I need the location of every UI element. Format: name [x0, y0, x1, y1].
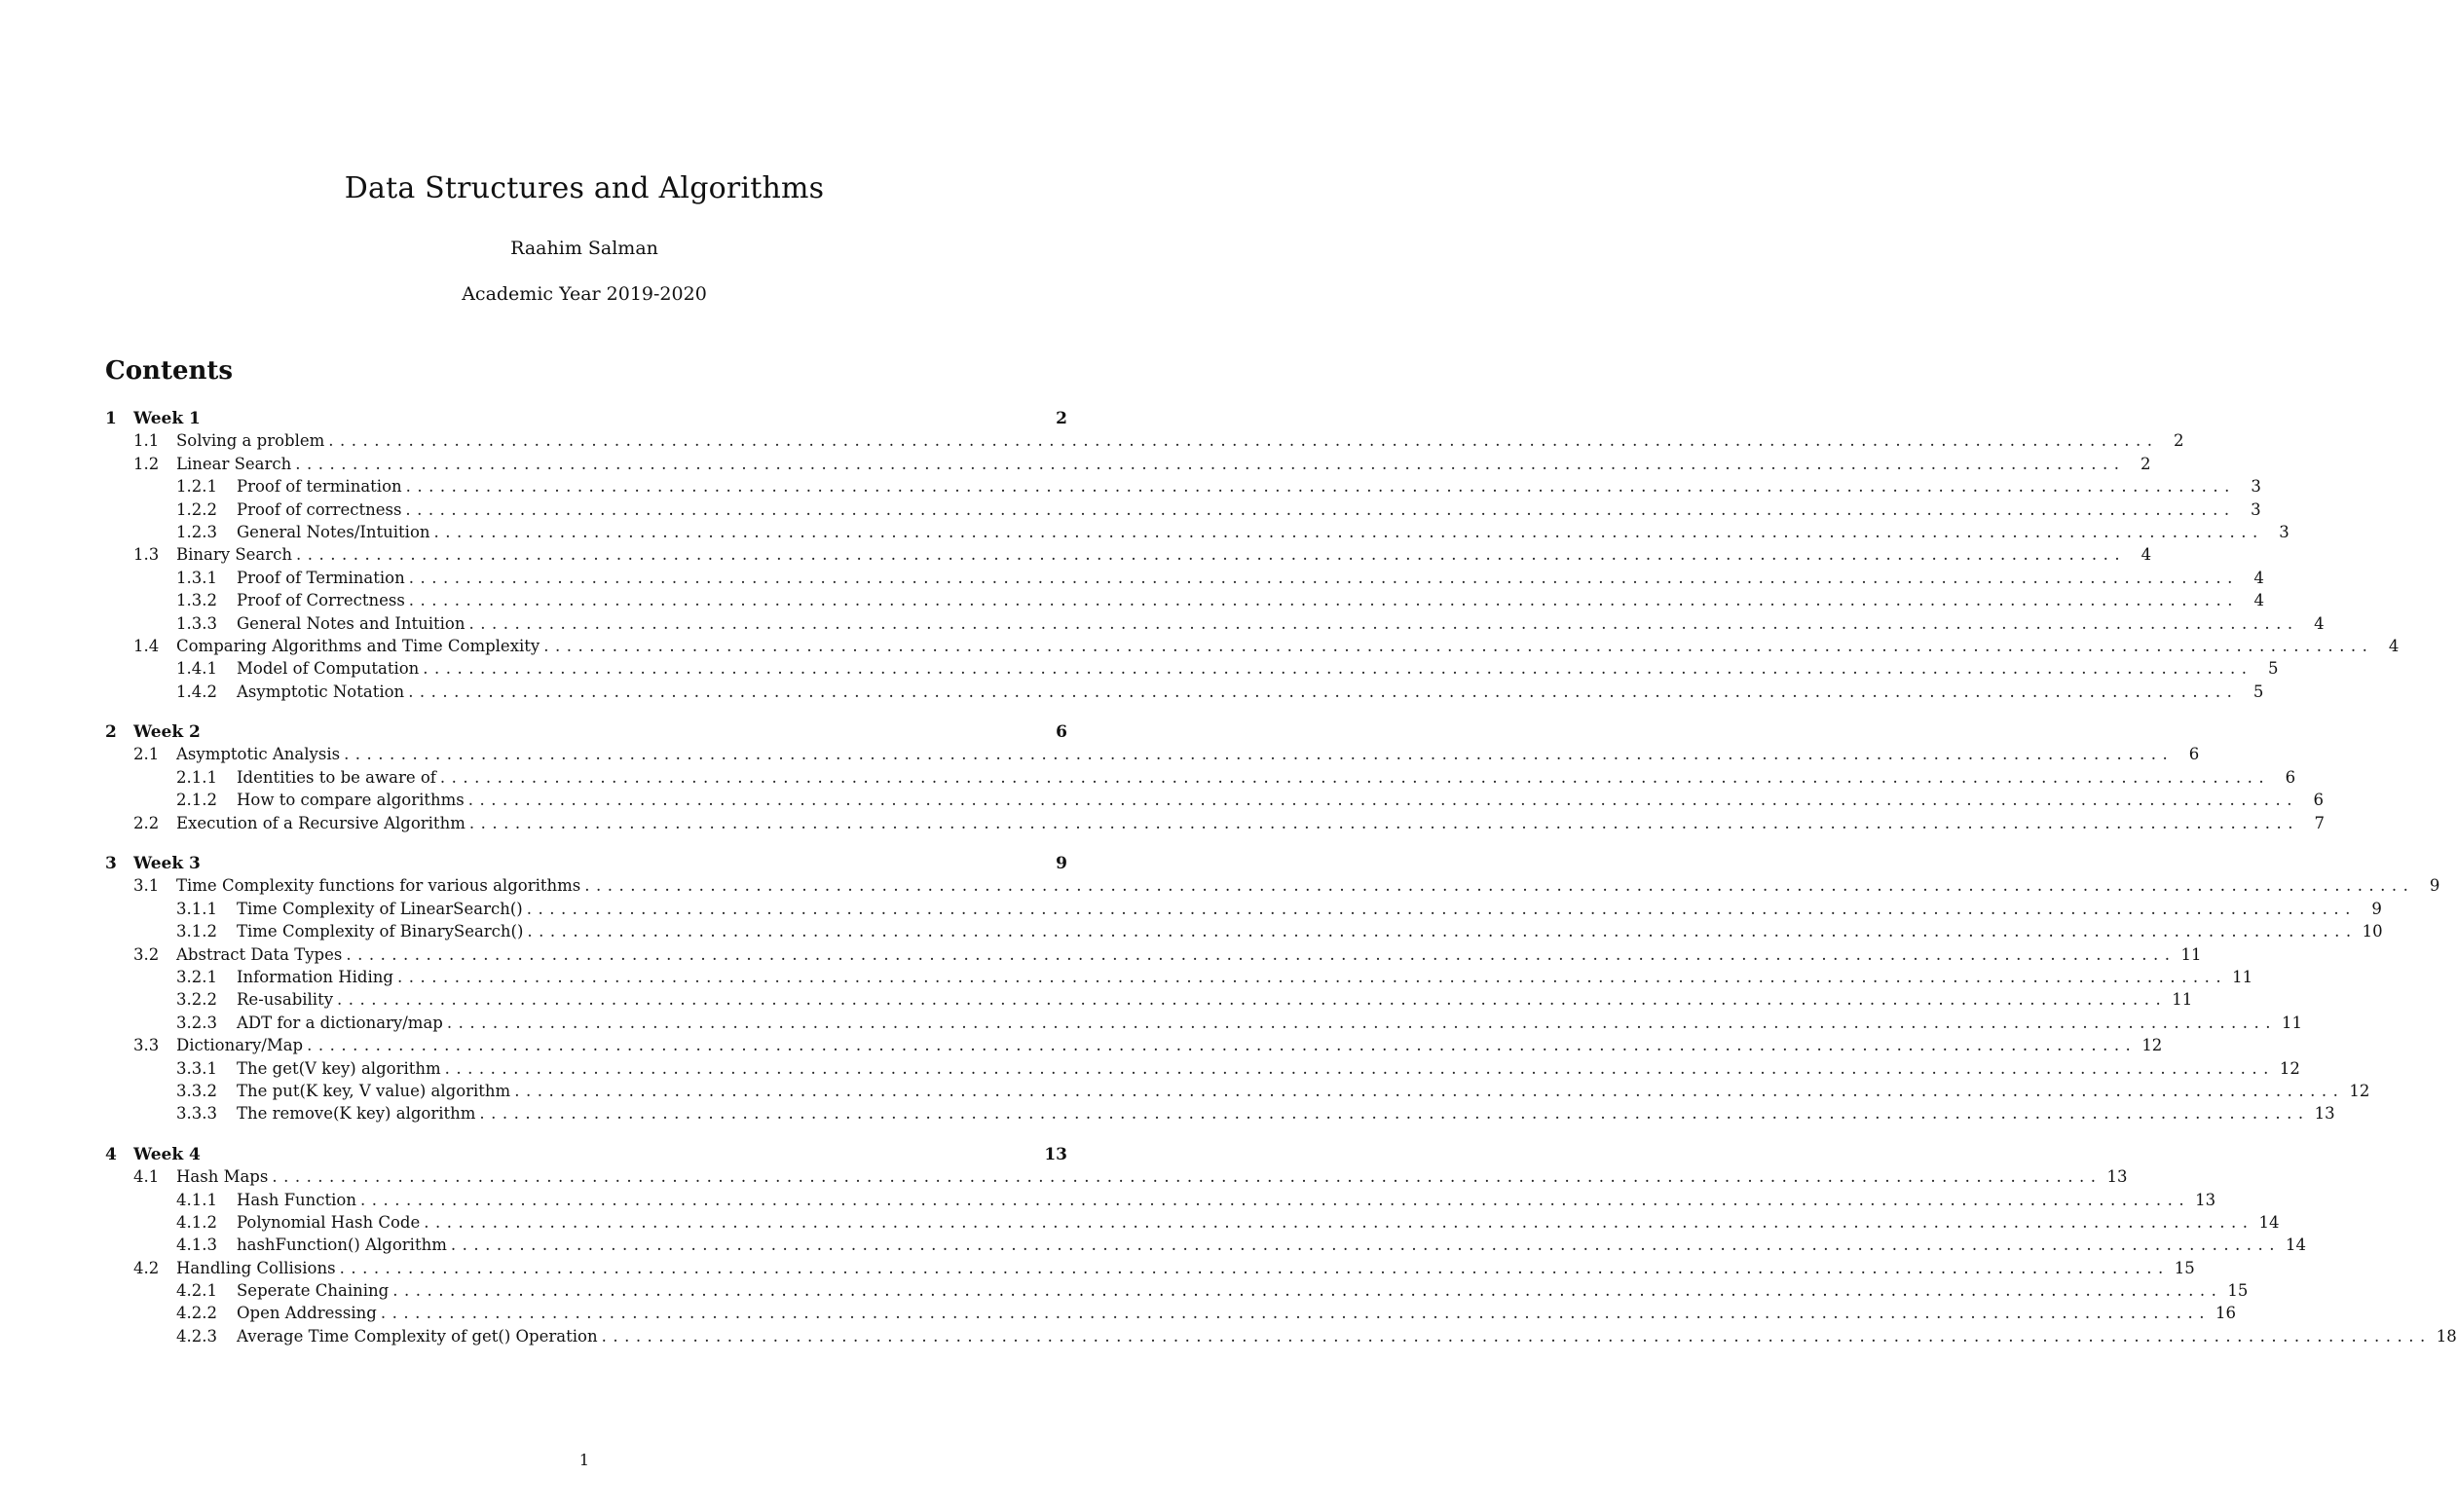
toc-entry-title: Seperate Chaining: [237, 1281, 390, 1301]
toc-entry-page: 7: [2314, 813, 2326, 832]
toc-dot-leader: ................................................................................................................................................................: [396, 967, 2228, 986]
toc-dot-leader: ................................................................................................................................................................: [468, 613, 2299, 633]
toc-entry-page: 6: [2313, 791, 2324, 810]
toc-entry-page: 3: [2279, 522, 2289, 541]
toc-subsubsection[interactable]: [105, 613, 2325, 637]
toc-entry-number: 2.1.1: [176, 767, 217, 787]
toc-entry-number: 4.2.3: [176, 1326, 217, 1346]
toc-entry-title: ADT for a dictionary/map: [237, 1013, 443, 1032]
toc-entry-number: 1.3.1: [176, 568, 217, 587]
toc-entry-number: 3.3.2: [176, 1081, 217, 1100]
toc-entry-number: 4.2.2: [176, 1304, 217, 1323]
toc-subsubsection[interactable]: [105, 1212, 2280, 1235]
toc-section-number: 3: [105, 854, 117, 874]
toc-dot-leader: ................................................................................................................................................................: [346, 944, 2177, 964]
section-gap: [105, 1127, 1067, 1145]
toc-entry-page: 4: [2314, 613, 2325, 633]
toc-entry-page: 12: [2349, 1081, 2370, 1100]
toc-entry-title: Identities to be aware of: [237, 767, 436, 787]
toc-entry-title: Hash Maps: [176, 1167, 269, 1187]
toc-entry-title: Proof of correctness: [237, 499, 402, 519]
toc-entry-page: 9: [2429, 876, 2440, 896]
toc-entry-number: 4.1.2: [176, 1212, 217, 1232]
toc-subsubsection[interactable]: [105, 1304, 2237, 1326]
toc-subsection[interactable]: [105, 813, 2326, 836]
toc-entry-title: Binary Search: [176, 545, 292, 565]
toc-entry-page: 16: [2215, 1304, 2237, 1323]
toc-entry-number: 1.2: [133, 454, 160, 473]
toc-entry-title: Proof of Termination: [237, 568, 405, 587]
toc-subsubsection[interactable]: [105, 990, 2193, 1013]
toc-entry-number: 4.1.3: [176, 1235, 217, 1255]
toc-dot-leader: ................................................................................................................................................................: [468, 813, 2300, 832]
toc-section-number: 4: [105, 1144, 117, 1164]
toc-entry-number: 1.3.3: [176, 613, 217, 633]
toc-entry-title: Asymptotic Notation: [237, 682, 405, 701]
toc-entry-title: Proof of termination: [237, 477, 402, 497]
toc-entry-number: 1.4.2: [176, 682, 217, 701]
toc-dot-leader: ................................................................................................................................................................: [424, 1212, 2254, 1232]
toc-dot-leader: ................................................................................................................................................................: [543, 636, 2374, 655]
toc-dot-leader: ................................................................................................................................................................: [392, 1281, 2223, 1301]
toc-entry-number: 3.1: [133, 876, 160, 896]
toc-subsection[interactable]: [105, 745, 2200, 767]
toc-section-page: 6: [1056, 722, 1067, 743]
toc-entry-title: Re-usability: [237, 990, 334, 1010]
toc-dot-leader: ................................................................................................................................................................: [584, 876, 2415, 896]
toc-entry-number: 3.3: [133, 1036, 160, 1055]
toc-entry-title: Time Complexity of LinearSearch(): [237, 899, 523, 918]
toc-entry-page: 14: [2258, 1212, 2280, 1232]
toc-entry-page: 4: [2253, 568, 2264, 587]
toc-entry-title: Abstract Data Types: [176, 944, 343, 964]
document-date: Academic Year 2019-2020: [462, 283, 707, 305]
toc-entry-page: 3: [2251, 477, 2261, 497]
toc-subsubsection[interactable]: [105, 1281, 2249, 1304]
toc-entry-number: 4.1: [133, 1167, 160, 1187]
toc-entry-number: 1.2.2: [176, 499, 217, 519]
toc-dot-leader: ................................................................................................................................................................: [295, 454, 2126, 473]
toc-entry-title: Proof of Correctness: [237, 591, 405, 610]
toc-entry-title: The get(V key) algorithm: [237, 1058, 441, 1078]
section-gap: [105, 705, 1067, 722]
toc-entry-title: General Notes and Intuition: [237, 613, 465, 633]
toc-subsubsection[interactable]: [105, 659, 2279, 682]
toc-section[interactable]: [105, 854, 1067, 876]
toc-section-title: Week 4: [133, 1144, 201, 1164]
toc-entry-title: Hash Function: [237, 1190, 356, 1209]
toc-entry-page: 11: [2282, 1013, 2303, 1032]
toc-entry-title: Handling Collisions: [176, 1258, 336, 1277]
toc-entry-number: 1.4: [133, 636, 160, 655]
toc-dot-leader: ................................................................................................................................................................: [526, 899, 2357, 918]
toc-subsection[interactable]: [105, 431, 2184, 454]
toc-section[interactable]: [105, 1145, 1067, 1167]
toc-entry-title: General Notes/Intuition: [237, 522, 430, 541]
toc-subsubsection[interactable]: [105, 1326, 2457, 1349]
toc-entry-page: 13: [2314, 1104, 2335, 1124]
toc-dot-leader: ................................................................................................................................................................: [307, 1036, 2138, 1055]
toc-entry-title: Average Time Complexity of get() Operation: [237, 1326, 598, 1346]
toc-dot-leader: ................................................................................................................................................................: [337, 990, 2168, 1010]
toc-entry-number: 1.2.1: [176, 477, 217, 497]
toc-subsection[interactable]: [105, 636, 2400, 659]
toc-subsubsection[interactable]: [105, 791, 2324, 813]
toc-dot-leader: ................................................................................................................................................................: [467, 791, 2298, 810]
toc-dot-leader: ................................................................................................................................................................: [527, 922, 2358, 941]
toc-entry-number: 3.2.3: [176, 1013, 217, 1032]
toc-section-title: Week 2: [133, 722, 201, 743]
toc-entry-title: The put(K key, V value) algorithm: [237, 1081, 511, 1100]
toc-dot-leader: ................................................................................................................................................................: [439, 767, 2271, 787]
toc-entry-title: Solving a problem: [176, 431, 325, 451]
toc-subsection[interactable]: [105, 1258, 2195, 1281]
toc-entry-page: 10: [2362, 922, 2383, 941]
toc-section-title: Week 1: [133, 409, 201, 428]
toc-entry-title: How to compare algorithms: [237, 791, 465, 810]
toc-subsection[interactable]: [105, 1036, 2163, 1058]
toc-entry-title: Polynomial Hash Code: [237, 1212, 421, 1232]
toc-dot-leader: ................................................................................................................................................................: [344, 745, 2175, 764]
toc-entry-page: 3: [2251, 499, 2261, 519]
toc-dot-leader: ................................................................................................................................................................: [514, 1081, 2345, 1100]
toc-entry-number: 3.1.2: [176, 922, 217, 941]
toc-entry-number: 2.1.2: [176, 791, 217, 810]
toc-subsubsection[interactable]: [105, 682, 2264, 705]
section-gap: [105, 836, 1067, 854]
toc-dot-leader: ................................................................................................................................................................: [339, 1258, 2170, 1277]
toc-dot-leader: ................................................................................................................................................................: [408, 591, 2239, 610]
toc-section-number: 2: [105, 722, 117, 743]
toc-subsubsection[interactable]: [105, 591, 2264, 613]
toc-entry-page: 18: [2436, 1326, 2457, 1346]
toc-entry-number: 3.3.1: [176, 1058, 217, 1078]
toc-entry-title: Comparing Algorithms and Time Complexity: [176, 636, 540, 655]
toc-entry-title: Time Complexity functions for various algorithms: [176, 876, 581, 896]
toc-subsubsection[interactable]: [105, 477, 2261, 499]
toc-dot-leader: ................................................................................................................................................................: [405, 499, 2236, 519]
toc-entry-number: 3.2.2: [176, 990, 217, 1010]
toc-subsubsection[interactable]: [105, 1104, 2335, 1126]
toc-subsection[interactable]: [105, 454, 2151, 477]
toc-entry-page: 5: [2267, 659, 2279, 679]
toc-entry-title: hashFunction() Algorithm: [237, 1235, 447, 1255]
toc-subsubsection[interactable]: [105, 967, 2253, 990]
contents-heading: Contents: [105, 356, 234, 386]
toc-entry-title: Information Hiding: [237, 967, 393, 986]
toc-section[interactable]: [105, 409, 1067, 431]
toc-entry-page: 11: [2180, 944, 2202, 964]
toc-entry-number: 3.2: [133, 944, 160, 964]
toc-entry-number: 1.3.2: [176, 591, 217, 610]
document-author: Raahim Salman: [510, 238, 658, 259]
toc-section-number: 1: [105, 409, 117, 428]
toc-dot-leader: ................................................................................................................................................................: [479, 1104, 2310, 1124]
toc-entry-title: The remove(K key) algorithm: [237, 1104, 476, 1124]
toc-entry-title: Time Complexity of BinarySearch(): [237, 922, 524, 941]
toc-dot-leader: ................................................................................................................................................................: [450, 1235, 2282, 1255]
toc-entry-number: 1.3: [133, 545, 160, 565]
toc-entry-number: 4.1.1: [176, 1190, 217, 1209]
toc-subsubsection[interactable]: [105, 568, 2264, 591]
toc-entry-title: Asymptotic Analysis: [176, 745, 341, 764]
toc-entry-page: 4: [2253, 591, 2264, 610]
toc-entry-page: 4: [2388, 636, 2400, 655]
toc-entry-page: 13: [2195, 1190, 2216, 1209]
toc-subsubsection[interactable]: [105, 1081, 2370, 1104]
toc-entry-number: 4.2: [133, 1258, 160, 1277]
toc-dot-leader: ................................................................................................................................................................: [328, 431, 2159, 451]
toc-subsection[interactable]: [105, 944, 2202, 968]
toc-section-page: 2: [1056, 409, 1067, 428]
toc-entry-number: 3.3.3: [176, 1104, 217, 1124]
toc-entry-page: 4: [2141, 545, 2152, 565]
table-of-contents: [105, 409, 2457, 1349]
toc-entry-page: 11: [2232, 967, 2253, 986]
toc-dot-leader: ................................................................................................................................................................: [272, 1167, 2103, 1187]
toc-entry-number: 3.1.1: [176, 899, 217, 918]
toc-entry-number: 1.2.3: [176, 522, 217, 541]
toc-subsubsection[interactable]: [105, 1190, 2216, 1213]
toc-subsubsection[interactable]: [105, 1058, 2300, 1082]
toc-subsubsection[interactable]: [105, 1235, 2307, 1258]
toc-section[interactable]: [105, 722, 1067, 745]
toc-entry-page: 12: [2279, 1058, 2300, 1078]
toc-entry-number: 1.1: [133, 431, 160, 451]
page-number: 1: [578, 1451, 590, 1469]
toc-entry-page: 14: [2286, 1235, 2307, 1255]
toc-dot-leader: ................................................................................................................................................................: [359, 1190, 2191, 1209]
toc-section-title: Week 3: [133, 854, 201, 874]
toc-dot-leader: ................................................................................................................................................................: [444, 1058, 2275, 1078]
toc-entry-number: 1.4.1: [176, 659, 217, 679]
toc-subsection[interactable]: [105, 1167, 2128, 1190]
toc-entry-page: 9: [2371, 899, 2382, 918]
toc-entry-title: Model of Computation: [237, 659, 420, 679]
toc-entry-page: 2: [2140, 454, 2151, 473]
toc-subsection[interactable]: [105, 545, 2152, 568]
toc-subsubsection[interactable]: [105, 1013, 2303, 1036]
toc-subsubsection[interactable]: [105, 899, 2382, 922]
toc-dot-leader: ................................................................................................................................................................: [433, 522, 2264, 541]
toc-dot-leader: ................................................................................................................................................................: [446, 1013, 2278, 1032]
toc-entry-page: 6: [2188, 745, 2200, 764]
toc-entry-number: 3.2.1: [176, 967, 217, 986]
toc-dot-leader: ................................................................................................................................................................: [408, 568, 2239, 587]
toc-entry-title: Dictionary/Map: [176, 1036, 304, 1055]
toc-subsubsection[interactable]: [105, 499, 2261, 523]
toc-entry-title: Open Addressing: [237, 1304, 377, 1323]
toc-entry-title: Execution of a Recursive Algorithm: [176, 813, 465, 832]
toc-subsubsection[interactable]: [105, 767, 2296, 791]
toc-entry-page: 15: [2227, 1281, 2249, 1301]
toc-entry-page: 6: [2285, 767, 2296, 787]
toc-dot-leader: ................................................................................................................................................................: [295, 545, 2127, 565]
toc-entry-page: 12: [2141, 1036, 2163, 1055]
toc-subsubsection[interactable]: [105, 522, 2289, 545]
toc-entry-page: 15: [2174, 1258, 2195, 1277]
toc-subsection[interactable]: [105, 876, 2440, 899]
toc-section-page: 9: [1056, 854, 1067, 874]
toc-entry-title: Linear Search: [176, 454, 292, 473]
toc-entry-page: 13: [2106, 1167, 2128, 1187]
toc-dot-leader: ................................................................................................................................................................: [408, 682, 2239, 701]
toc-entry-page: 5: [2252, 682, 2264, 701]
toc-entry-page: 2: [2173, 431, 2184, 451]
toc-dot-leader: ................................................................................................................................................................: [405, 477, 2236, 497]
toc-subsubsection[interactable]: [105, 922, 2383, 944]
toc-entry-page: 11: [2172, 990, 2193, 1010]
toc-dot-leader: ................................................................................................................................................................: [601, 1326, 2432, 1346]
toc-section-page: 13: [1044, 1144, 1067, 1164]
document-title: Data Structures and Algorithms: [344, 171, 825, 205]
toc-entry-number: 4.2.1: [176, 1281, 217, 1301]
toc-dot-leader: ................................................................................................................................................................: [423, 659, 2253, 679]
toc-entry-number: 2.2: [133, 813, 160, 832]
toc-entry-number: 2.1: [133, 745, 160, 764]
toc-dot-leader: ................................................................................................................................................................: [380, 1304, 2212, 1323]
